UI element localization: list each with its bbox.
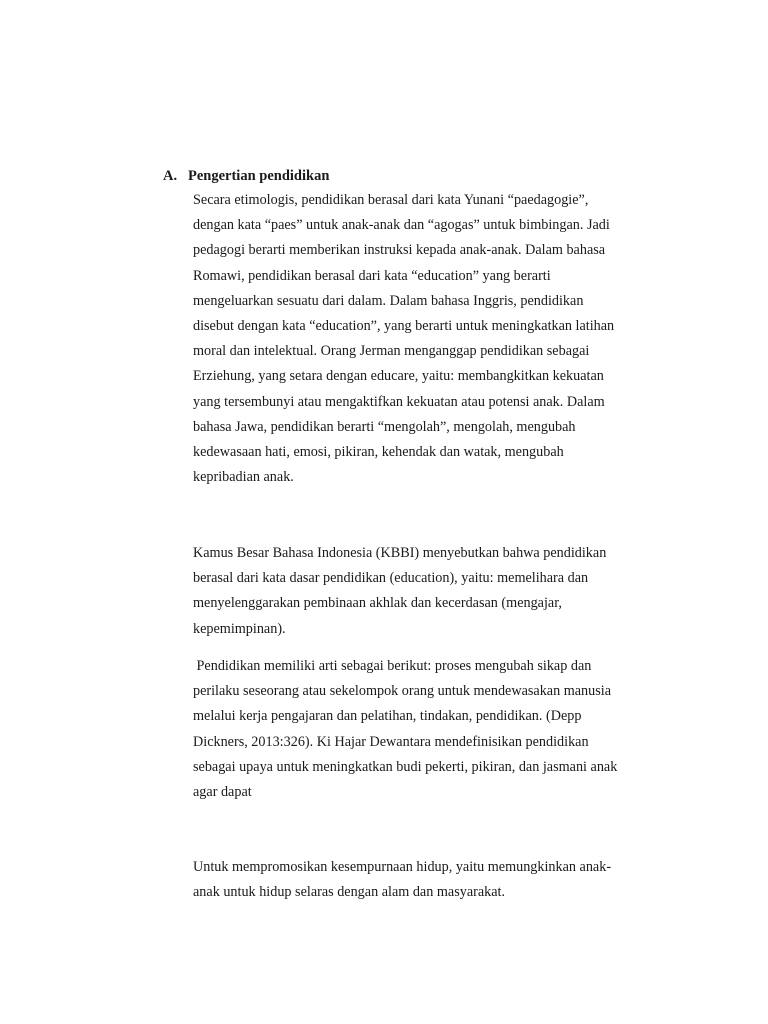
text-line: perilaku seseorang atau sekelompok orang untuk mendewasakan manusia (193, 683, 612, 700)
paragraph-etymology (193, 188, 663, 490)
text-line: Kamus Besar Bahasa Indonesia (KBBI) menyebutkan bahwa pendidikan (193, 545, 607, 561)
text-line: kepribadian anak. (193, 469, 294, 486)
text-line: kepemimpinan). (193, 620, 286, 637)
text-line: melalui kerja pengajaran dan pelatihan, tindakan, pendidikan. (Depp (193, 708, 582, 725)
section-heading (163, 166, 329, 186)
text-line: Untuk mempromosikan kesempurnaan hidup, yaitu memungkinkan anak- (193, 859, 612, 875)
paragraph-purpose (193, 855, 663, 905)
text-line: berasal dari kata dasar pendidikan (education), yaitu: memelihara dan (193, 570, 589, 587)
paragraph-kbbi (193, 541, 663, 642)
text-line: disebut dengan kata “education”, yang berarti untuk meningkatkan latihan (193, 317, 615, 334)
text-line: moral dan intelektual. Orang Jerman menganggap pendidikan sebagai (193, 343, 590, 360)
text-line: mengeluarkan sesuatu dari dalam. Dalam bahasa Inggris, pendidikan (193, 292, 584, 309)
text-line: agar dapat (193, 783, 252, 800)
text-line: bahasa Jawa, pendidikan berarti “mengolah”, mengolah, mengubah (193, 418, 576, 435)
text-line: anak untuk hidup selaras dengan alam dan masyarakat. (193, 884, 506, 901)
text-line: dengan kata “paes” untuk anak-anak dan “agogas” untuk bimbingan. Jadi (193, 217, 610, 234)
paragraph-definition (193, 654, 663, 805)
text-line: sebagai upaya untuk meningkatkan budi pekerti, pikiran, dan jasmani anak (193, 758, 618, 775)
text-line: Erziehung, yang setara dengan educare, yaitu: membangkitkan kekuatan (193, 368, 604, 385)
text-line: Dickners, 2013:326). Ki Hajar Dewantara mendefinisikan pendidikan (193, 733, 589, 750)
text-line: kedewasaan hati, emosi, pikiran, kehendak dan watak, mengubah (193, 443, 564, 460)
text-line: Pendidikan memiliki arti sebagai berikut: proses mengubah sikap dan (193, 658, 592, 674)
text-line: pedagogi berarti memberikan instruksi kepada anak-anak. Dalam bahasa (193, 242, 606, 259)
text-line: Secara etimologis, pendidikan berasal dari kata Yunani “paedagogie”, (193, 192, 589, 208)
text-line: menyelenggarakan pembinaan akhlak dan kecerdasan (mengajar, (193, 595, 562, 612)
text-line: yang tersembunyi atau mengaktifkan kekuatan atau potensi anak. Dalam (193, 393, 605, 410)
text-line: Romawi, pendidikan berasal dari kata “education” yang berarti (193, 267, 551, 284)
section-marker: A. (163, 168, 178, 184)
section-title: Pengertian pendidikan (188, 168, 330, 184)
